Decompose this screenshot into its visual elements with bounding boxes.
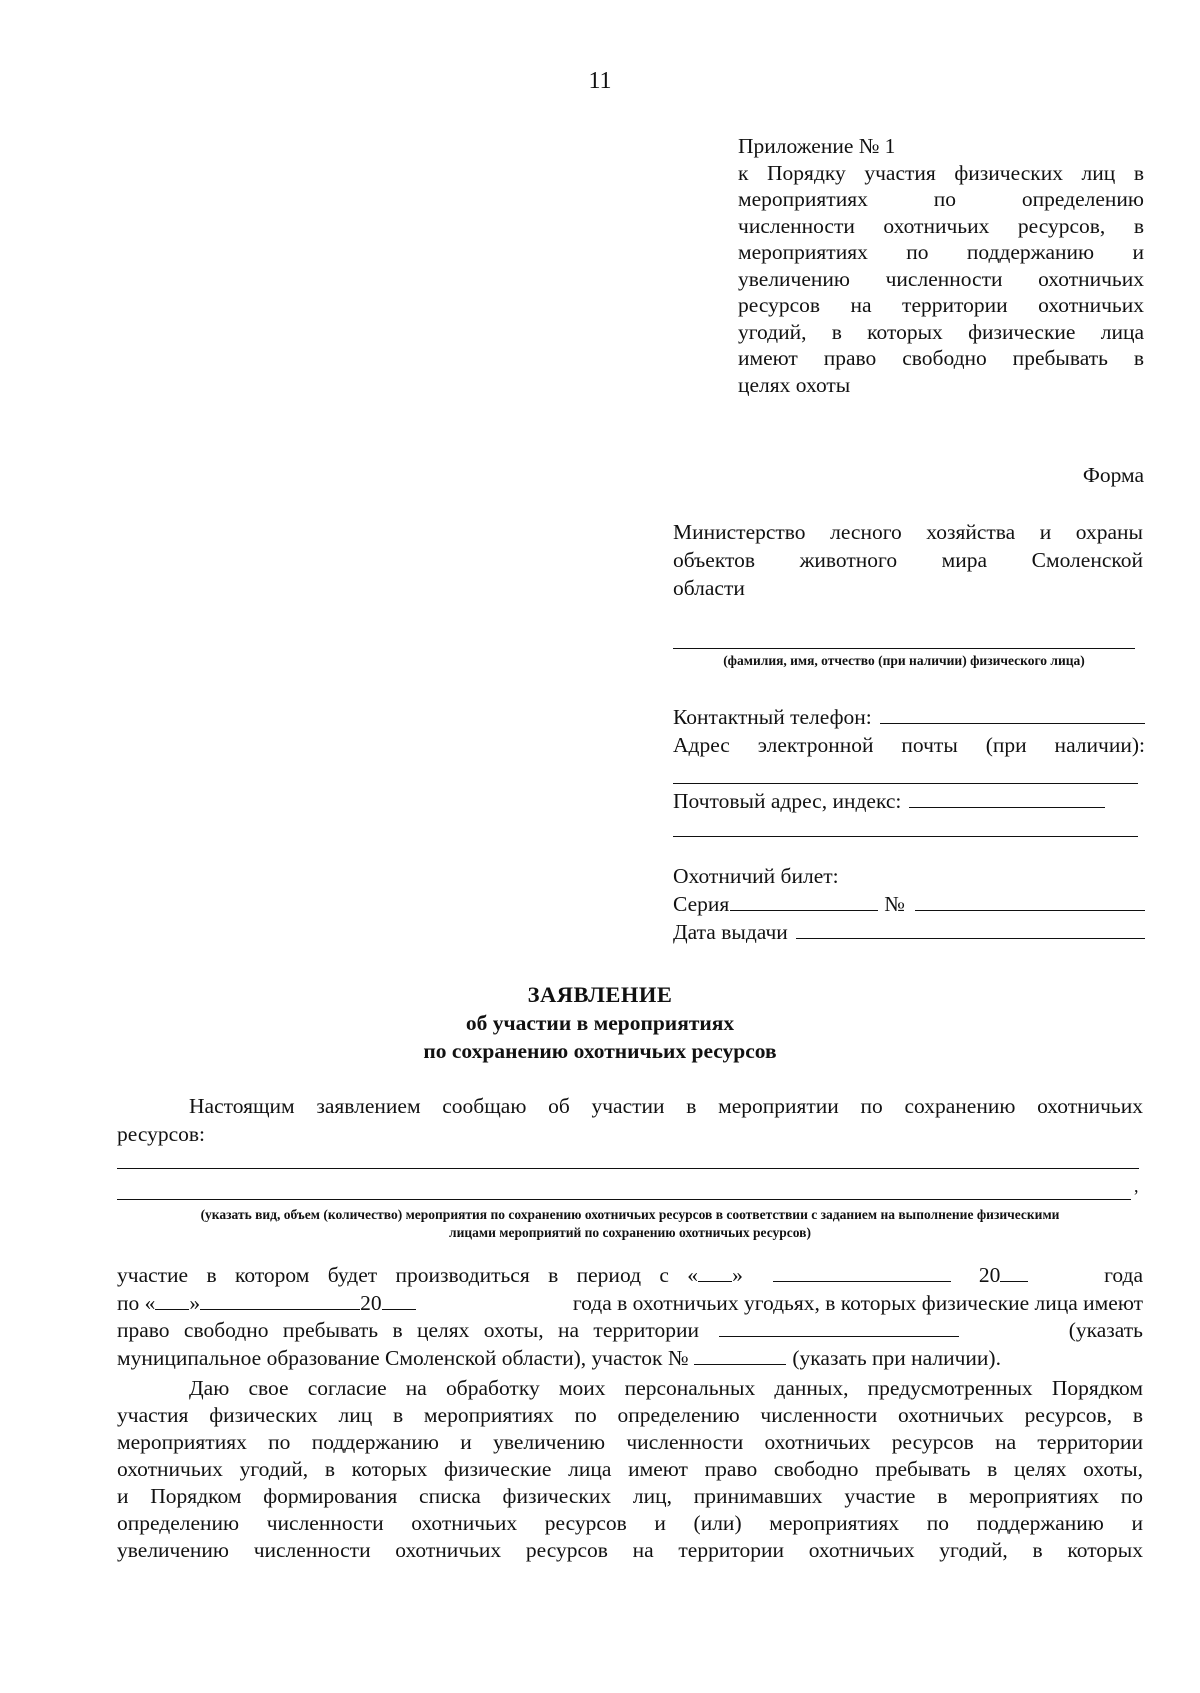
end-day-input-line[interactable] (155, 1289, 189, 1310)
appendix-line: увеличению численности охотничьих (738, 266, 1144, 291)
activity-input-line-2[interactable] (117, 1199, 1131, 1200)
paragraph-line: увеличению численности охотничьих ресурсов на территории охотничьих угодий, в которых (117, 1538, 1143, 1562)
text-fragment: » (189, 1290, 201, 1315)
paragraph-line: Даю свое согласие на обработку моих персональных данных, предусмотренных Порядком (189, 1376, 1143, 1400)
fio-input-line[interactable] (673, 648, 1135, 649)
postal-input-line[interactable] (909, 787, 1105, 808)
form-label: Форма (1082, 463, 1144, 487)
appendix-line: имеют право свободно пребывать в (738, 346, 1144, 370)
paragraph-line: определению численности охотничьих ресурсов и (или) мероприятиях по поддержанию и (117, 1511, 1143, 1535)
ministry-line: Министерство лесного хозяйства и охраны (673, 520, 1143, 544)
text-fragment: участие в котором будет производиться в период с « (117, 1263, 699, 1287)
statement-subtitle: об участии в мероприятиях (465, 1011, 735, 1035)
postal-input-line-2[interactable] (673, 836, 1138, 837)
end-year-input-line[interactable] (382, 1289, 416, 1310)
appendix-header (738, 133, 1144, 398)
appendix-line: целях охоты (738, 372, 851, 397)
contact-block (673, 703, 1145, 759)
issue-date-row (673, 918, 1145, 946)
appendix-line: численности охотничьих ресурсов, в (738, 213, 1144, 238)
statement-paragraph-2 (117, 1261, 1143, 1371)
statement-subtitle: по сохранению охотничьих ресурсов (423, 1039, 777, 1063)
appendix-title: Приложение № 1 (738, 134, 896, 158)
issue-date-input-line[interactable] (796, 918, 1145, 939)
period-end-row (117, 1289, 1143, 1317)
statement-paragraph-1 (117, 1092, 1143, 1148)
text-fragment: 20 (360, 1290, 382, 1315)
phone-row (673, 703, 1145, 731)
paragraph-line: мероприятиях по поддержанию и увеличению численности охотничьих ресурсов на территории (117, 1430, 1143, 1454)
page-number: 11 (588, 68, 612, 94)
caption-line: (указать вид, объем (количество) мероприятия по сохранению охотничьих ресурсов в соответствии с заданием на выполнение физическими (200, 1207, 1060, 1222)
start-month-input-line[interactable] (773, 1261, 951, 1282)
caption-line: лицами мероприятий по сохранению охотничьих ресурсов) (449, 1225, 811, 1240)
period-start-row (117, 1261, 1143, 1289)
ministry-line: объектов животного мира Смоленской (673, 548, 1143, 572)
series-input-line[interactable] (730, 890, 878, 911)
appendix-line: мероприятиях по определению (738, 187, 1144, 211)
territory-input-line[interactable] (719, 1316, 959, 1337)
appendix-line: угодий, в которых физические лица (738, 319, 1144, 344)
number-input-line[interactable] (915, 890, 1145, 911)
plot-row (117, 1344, 1143, 1372)
postal-row (673, 787, 1145, 815)
paragraph-line: ресурсов: (117, 1122, 206, 1146)
series-row (673, 890, 1145, 918)
statement-title-block (0, 981, 1200, 1065)
phone-label: Контактный телефон: (673, 705, 872, 729)
text-fragment: (указать (1068, 1318, 1143, 1342)
text-fragment: по « (117, 1290, 156, 1315)
email-input-line[interactable] (673, 783, 1138, 784)
postal-label: Почтовый адрес, индекс: (673, 789, 902, 813)
hunting-ticket-title: Охотничий билет: (673, 864, 839, 888)
plot-number-input-line[interactable] (694, 1344, 786, 1365)
territory-row (117, 1316, 1143, 1344)
activity-input-line-1[interactable] (117, 1168, 1139, 1169)
consent-paragraph (117, 1375, 1143, 1564)
email-label: Адрес электронной почты (при наличии): (673, 733, 1145, 757)
appendix-line: мероприятиях по поддержанию и (738, 240, 1144, 264)
fio-caption: (фамилия, имя, отчество (при наличии) физического лица) (723, 653, 1085, 668)
text-fragment: муниципальное образование Смоленской области), участок № (117, 1345, 689, 1370)
start-day-input-line[interactable] (698, 1261, 732, 1282)
paragraph-line: и Порядком формирования списка физических лиц, принимавших участие в мероприятиях по (117, 1484, 1143, 1508)
text-fragment: 20 (978, 1263, 1001, 1287)
paragraph-line: охотничьих угодий, в которых физические лица имеют право свободно пребывать в целях охоты, (117, 1457, 1143, 1481)
issue-date-label: Дата выдачи (673, 920, 788, 944)
paragraph-line: участия физических лиц в мероприятиях по определению численности охотничьих ресурсов, в (117, 1403, 1143, 1427)
comma-mark: , (1134, 1176, 1139, 1196)
text-fragment: года (1104, 1263, 1143, 1287)
paragraph-line: Настоящим заявлением сообщаю об участии в мероприятии по сохранению охотничьих (189, 1094, 1143, 1118)
number-label: № (884, 892, 905, 916)
start-year-input-line[interactable] (1000, 1261, 1028, 1282)
phone-input-line[interactable] (880, 703, 1145, 724)
text-fragment: года в охотничьих угодьях, в которых физические лица имеют (572, 1290, 1143, 1315)
series-label: Серия (673, 892, 730, 916)
ministry-line: области (673, 576, 745, 600)
text-fragment: право свободно пребывать в целях охоты, на территории (117, 1318, 699, 1342)
statement-title: ЗАЯВЛЕНИЕ (527, 982, 673, 1007)
text-fragment: » (732, 1263, 743, 1287)
appendix-line: к Порядку участия физических лиц в (738, 160, 1144, 185)
end-month-input-line[interactable] (200, 1289, 360, 1310)
addressee-ministry (673, 518, 1143, 602)
text-fragment: (указать при наличии). (792, 1345, 1001, 1370)
hunting-ticket-block (673, 862, 1145, 946)
appendix-line: ресурсов на территории охотничьих (738, 293, 1144, 317)
activity-caption (117, 1206, 1143, 1242)
